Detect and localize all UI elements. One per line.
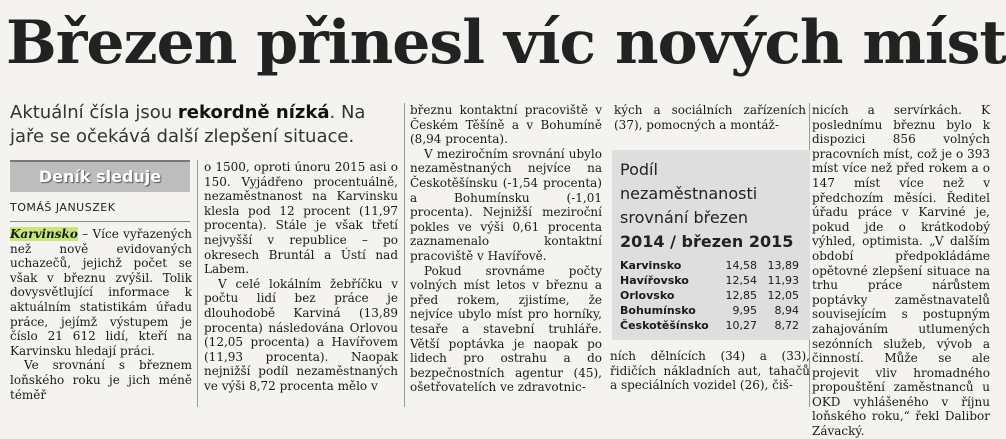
box-title-line-3: srovnání březen: [620, 208, 749, 227]
box-title-line-4: 2014 / březen 2015: [620, 232, 794, 251]
box-table: [620, 258, 805, 333]
article-column-3: [410, 103, 602, 407]
region-name: Bohumínsko: [620, 304, 696, 317]
perex-bold: rekordně nízká: [177, 102, 330, 123]
value-2014: 12,54: [725, 274, 757, 287]
perex: [10, 101, 405, 149]
col5-paragraph-1: nicích a servírkách. K poslednímu březnu bylo k dispozici 856 volných pracovních míst, což je o 393 míst více než před rokem a o 147 míst více než v předchozím měsíci. Ředitel úřadu práce v Karviné je, pokud jde o krátkodobý výhled, optimista. „V dalším období předpokládáme opětovné zlepšení situace na trhu práce nárůstem poptávky zaměstnavatelů souvisejícím s postupným zahajováním utlumených sezónních služeb, vývob a činností. Může se ale projevit vliv hromadného propouštění zaměstnanců u OKD vyhlášeného v říjnu loňského roku,“ řekl Dalibor Závacký.: [812, 103, 990, 439]
value-2014: 9,95: [732, 304, 757, 317]
article-column-5: [812, 103, 990, 439]
box-title-line-1: Podíl: [620, 160, 658, 179]
article-column-4-bottom: [610, 349, 810, 407]
box-row: [620, 258, 805, 273]
article-column-1: [10, 227, 192, 407]
value-2015: 8,72: [774, 319, 799, 332]
kicker-label: Deník sleduje: [38, 167, 162, 186]
col1-paragraph-2: Ve srovnání s březnem loňského roku je jich méně téměř: [10, 358, 192, 402]
author-byline: TOMÁŠ JANUSZEK: [10, 201, 190, 222]
region-name: Karvinsko: [620, 259, 682, 272]
box-row: [620, 303, 805, 318]
box-title: [620, 158, 805, 254]
col3-paragraph-1: březnu kontaktní pracoviště v Českém Těšíně a v Bohumíně (8,94 procenta).: [410, 103, 602, 147]
col3-paragraph-2: V meziročním srovnání ubylo nezaměstnaných nejvíce na Českotěšínsku (-1,54 procenta) a Bohumínsku (-1,01 procenta). Nejnižší meziroční pokles ve výši 0,61 procenta zaznamenalo kontaktní pracoviště v Havířově.: [410, 146, 602, 263]
region-name: Českotěšínsko: [620, 319, 709, 332]
region-highlight: Karvinsko: [10, 227, 78, 241]
box-row: [620, 273, 805, 288]
article-column-2: [204, 160, 398, 407]
kicker-badge: [10, 160, 190, 192]
divider-col1-col2: [197, 160, 198, 407]
col2-paragraph-2: V celé lokálním žebříčku v počtu lidí bez práce je dlouhodobě Karviná (13,89 procenta) následována Orlovou (12,05 procenta) a Havířovem (11,93 procenta). Naopak nejnižší podíl nezaměstnaných ve výši 8,72 procenta mělo v: [204, 276, 398, 393]
perex-part2: . Na jaře se očekává další zlepšení situace.: [10, 102, 366, 147]
col1-paragraph-1: – Více vyřazených než nově evidovaných uchazečů, jejichž počet se však v březnu zvýšil. Tolik dovysvětlující informace k aktuálním statistikám úřadu práce, jejímž výstupem je číslo 21 612 lidí, kteří na Karvinsku hledají práci.: [10, 227, 192, 358]
value-2015: 13,89: [767, 259, 799, 272]
value-2014: 12,85: [725, 289, 757, 302]
box-row: [620, 318, 805, 333]
value-2015: 12,05: [767, 289, 799, 302]
col4-bottom-text: ních dělnících (34) a (33), řidičích nákladních aut, tahačů a speciálních vozidel (26), čiš-: [610, 349, 810, 393]
box-title-line-2: nezaměstnanosti: [620, 184, 758, 203]
divider-col2-col3: [404, 103, 405, 407]
region-name: Havířovsko: [620, 274, 689, 287]
value-2015: 8,94: [774, 304, 799, 317]
unemployment-box: [612, 150, 810, 340]
col4-top-text: kých a sociálních zařízeních (37), pomocných a montáž-: [614, 103, 806, 132]
col3-paragraph-3: Pokud srovnáme počty volných míst letos v březnu a před rokem, zjistíme, že nejvíce ubylo míst pro horníky, tesaře a stavební truhláře. Větší poptávka je naopak po lidech pro ostrahu a do bezpečnostních agentur (45), ošetřovatelích ve zdravotnic-: [410, 263, 602, 395]
article-column-4-top: [614, 103, 806, 145]
perex-part1: Aktuální čísla jsou: [10, 102, 178, 123]
value-2014: 10,27: [725, 319, 757, 332]
value-2015: 11,93: [767, 274, 799, 287]
box-row: [620, 288, 805, 303]
value-2014: 14,58: [725, 259, 757, 272]
region-name: Orlovsko: [620, 289, 675, 302]
col2-paragraph-1: o 1500, oproti únoru 2015 asi o 150. Vyjádřeno procentuálně, nezaměstnanost na Karvinsku klesla pod 12 procent (11,97 procenta). Stále je však třetí nejvyšší v republice – po okresech Bruntál a Ústí nad Labem.: [204, 160, 398, 277]
headline: Březen přinesl víc nových míst: [6, 8, 1006, 78]
